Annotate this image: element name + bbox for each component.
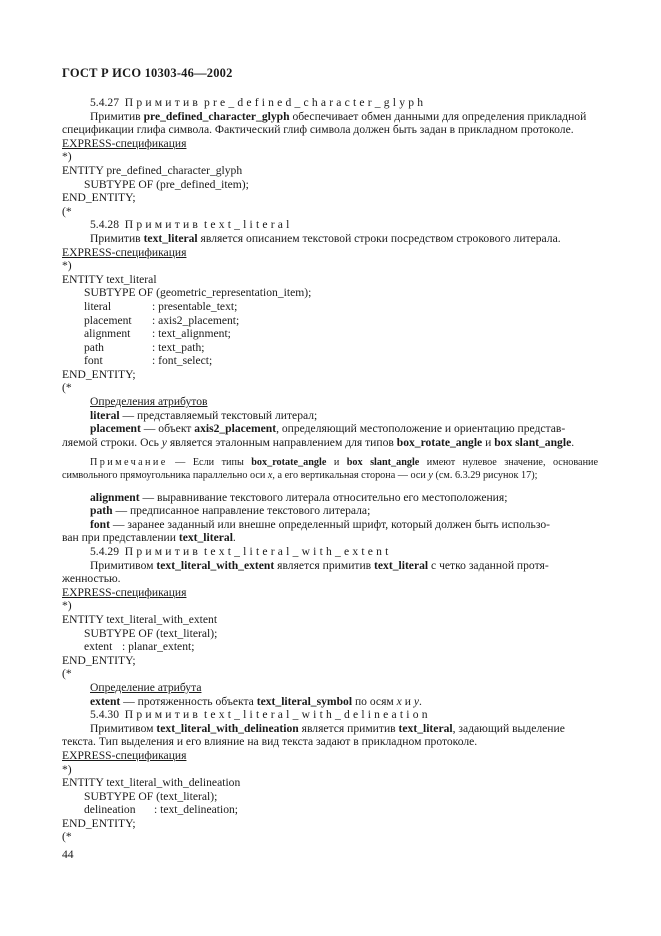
definition-font-cont: ван при представлении text_literal. — [62, 531, 236, 545]
note: Примечание — Если типы box_rotate_angle и box slant_angle имеют нулевое значение, основание символьного прямоугольника параллельно оси x, а его вертикальная сторона — оси y (см. 6.3.29 рисунок 17); — [62, 457, 598, 482]
comment-open: *) — [62, 150, 72, 164]
attribute-row: literal : presentable_text; — [84, 299, 238, 313]
comment-close: (* — [62, 204, 72, 218]
document-body — [62, 96, 598, 844]
section-title-5-4-29 — [62, 545, 598, 559]
entity-declaration: ENTITY text_literal_with_delineation — [62, 776, 241, 790]
entity-declaration: ENTITY text_literal — [62, 272, 157, 286]
attribute-definitions-heading: Определения атрибутов — [90, 395, 208, 409]
section-entity-name: text_literal_with_extent — [203, 545, 392, 558]
section-entity-name: text_literal_with_delineation — [203, 708, 431, 722]
paragraph: женностью. — [62, 572, 121, 586]
section-entity-name: pre_defined_character_glyph — [203, 96, 427, 109]
entity-declaration: ENTITY text_literal_with_extent — [62, 612, 218, 626]
comment-close: (* — [62, 381, 72, 395]
section-number: 5.4.27 — [90, 96, 119, 109]
attribute-row: placement : axis2_placement; — [84, 313, 240, 327]
entity-declaration: ENTITY pre_defined_character_glyph — [62, 163, 243, 177]
section-number: 5.4.29 — [90, 545, 119, 558]
section-word: Примитив — [124, 218, 202, 232]
section-number: 5.4.30 — [90, 708, 119, 722]
attribute-row: font : font_select; — [84, 354, 213, 368]
end-entity: END_ENTITY; — [62, 653, 136, 667]
entity-ref: text_literal — [143, 231, 198, 245]
definition-path: path — предписанное направление текстового литерала; — [90, 504, 371, 518]
section-entity-name: text_literal — [203, 218, 293, 232]
paragraph: текста. Тип выделения и его влияние на вид текста задают в прикладном протоколе. — [62, 735, 478, 749]
section-word: Примитив — [124, 96, 202, 109]
attribute-row: delineation : text_delineation; — [84, 803, 239, 817]
express-label: EXPRESS-спецификация — [62, 245, 187, 259]
page-number: 44 — [62, 848, 74, 861]
attribute-row: path : text_path; — [84, 340, 205, 354]
subtype-declaration: SUBTYPE OF (geometric_representation_item); — [84, 286, 312, 300]
document-header: ГОСТ Р ИСО 10303-46—2002 — [62, 66, 233, 80]
comment-close: (* — [62, 667, 72, 681]
express-label: EXPRESS-спецификация — [62, 585, 187, 599]
end-entity: END_ENTITY; — [62, 367, 136, 381]
paragraph: спецификации глифа символа. Фактический глиф символа должен быть задан в прикладном протоколе. — [62, 123, 574, 137]
comment-open: *) — [62, 762, 72, 776]
section-word: Примитив — [124, 545, 202, 558]
attribute-row: alignment : text_alignment; — [84, 327, 231, 341]
definition-alignment: alignment — выравнивание текстового литерала относительно его местоположения; — [90, 490, 508, 504]
attribute-row: extent : planar_extent; — [84, 640, 195, 654]
definition-extent: extent — протяженность объекта text_literal_symbol по осям x и y. — [90, 694, 422, 708]
paragraph: Примитивом text_literal_with_delineation является примитив text_literal, задающий выделение — [90, 721, 565, 735]
end-entity: END_ENTITY; — [62, 191, 136, 205]
definition-placement-cont: ляемой строки. Ось y является эталонным направлением для типов box_rotate_angle и box slant_angle. — [62, 435, 575, 449]
definition-literal: literal — представляемый текстовый литерал; — [90, 408, 318, 422]
express-label: EXPRESS-спецификация — [62, 748, 187, 762]
attribute-definition-heading: Определение атрибута — [90, 680, 202, 694]
entity-ref: pre_defined_character_glyph — [143, 109, 290, 123]
paragraph: Примитив text_literal является описанием текстовой строки посредством строкового литерала. — [90, 231, 561, 245]
section-word: Примитив — [124, 708, 202, 722]
comment-open: *) — [62, 259, 72, 273]
comment-close: (* — [62, 830, 72, 844]
section-title-5-4-27 — [62, 96, 598, 110]
end-entity: END_ENTITY; — [62, 816, 136, 830]
subtype-declaration: SUBTYPE OF (text_literal); — [84, 789, 218, 803]
section-title-5-4-28 — [62, 218, 598, 232]
subtype-declaration: SUBTYPE OF (pre_defined_item); — [84, 177, 249, 191]
definition-font: font — заранее заданный или внешне определенный шрифт, который должен быть использо- — [90, 517, 550, 531]
paragraph: Примитив pre_defined_character_glyph обеспечивает обмен данными для определения прикладной — [90, 109, 587, 123]
section-number: 5.4.28 — [90, 218, 119, 232]
definition-placement: placement — объект axis2_placement, определяющий местоположение и ориентацию представ- — [90, 422, 566, 436]
comment-open: *) — [62, 599, 72, 613]
paragraph: Примитивом text_literal_with_extent является примитив text_literal с четко заданной протя- — [90, 558, 549, 572]
subtype-declaration: SUBTYPE OF (text_literal); — [84, 626, 218, 640]
section-title-5-4-30 — [62, 708, 598, 722]
express-label: EXPRESS-спецификация — [62, 136, 187, 150]
